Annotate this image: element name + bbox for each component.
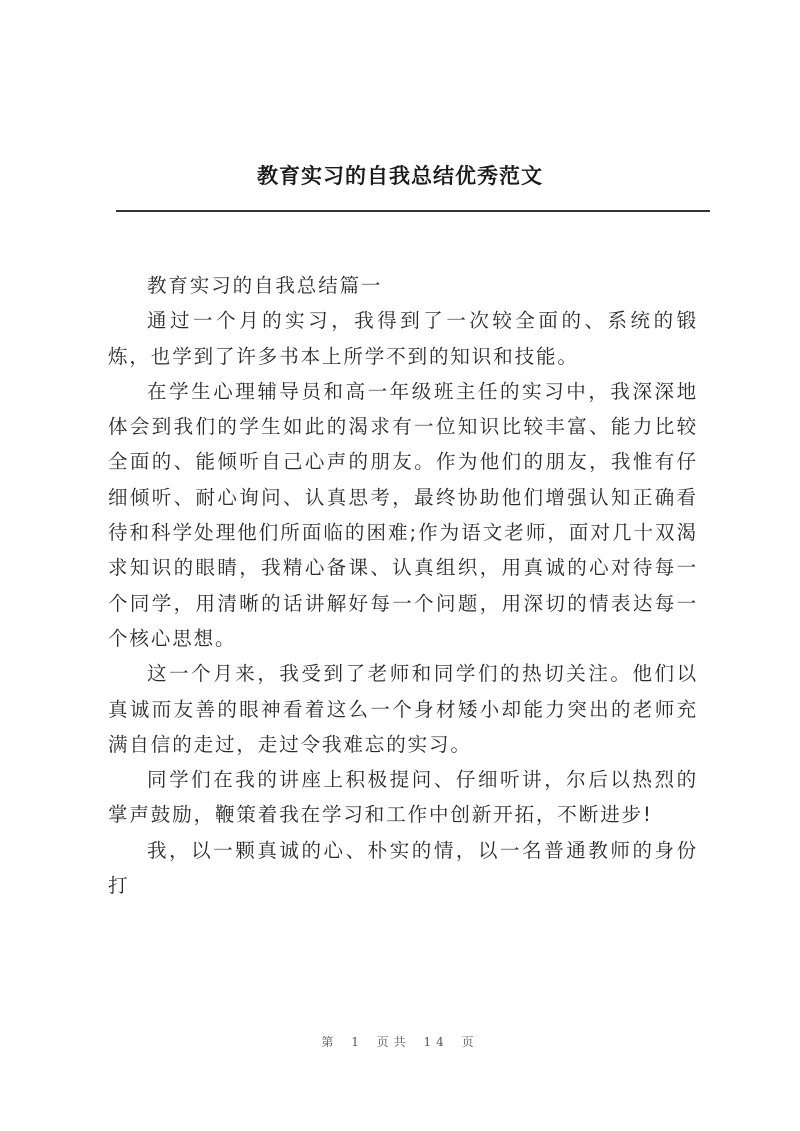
title-divider (116, 210, 710, 212)
footer-prefix: 第 (321, 1035, 339, 1049)
paragraph: 我，以一颗真诚的心、朴实的情，以一名普通教师的身份打 (108, 838, 698, 898)
paragraph: 这一个月来，我受到了老师和同学们的热切关注。他们以真诚而友善的眼神看着这么一个身材矮小却能力突出的老师充满自信的走过，走过令我难忘的实习。 (108, 662, 698, 756)
paragraph: 通过一个月的实习，我得到了一次较全面的、系统的锻炼，也学到了许多书本上所学不到的知识和技能。 (108, 309, 698, 368)
document-body (108, 268, 698, 903)
document-title: 教育实习的自我总结优秀范文 (257, 163, 543, 188)
paragraph: 在学生心理辅导员和高一年级班主任的实习中，我深深地体会到我们的学生如此的渴求有一位知识比较丰富、能力比较全面的、能倾听自己心声的朋友。作为他们的朋友，我惟有仔细倾听、耐心询问、认真思考，最终协助他们增强认知正确看待和科学处理他们所面临的困难;作为语文老师，面对几十双渴求知识的眼睛，我精心备课、认真组织，用真诚的心对待每一个同学，用清晰的话讲解好每一个问题，用深切的情表达每一个核心思想。 (108, 379, 698, 650)
footer-middle: 页共 (376, 1035, 411, 1049)
page-footer (0, 1033, 800, 1050)
footer-suffix: 页 (461, 1035, 479, 1049)
section-heading: 教育实习的自我总结篇一 (147, 274, 383, 297)
footer-total-pages: 14 (423, 1035, 449, 1049)
footer-page-number: 1 (351, 1035, 364, 1049)
paragraph: 同学们在我的讲座上积极提问、仔细听讲，尔后以热烈的掌声鼓励，鞭策着我在学习和工作中创新开拓，不断进步! (108, 768, 698, 827)
